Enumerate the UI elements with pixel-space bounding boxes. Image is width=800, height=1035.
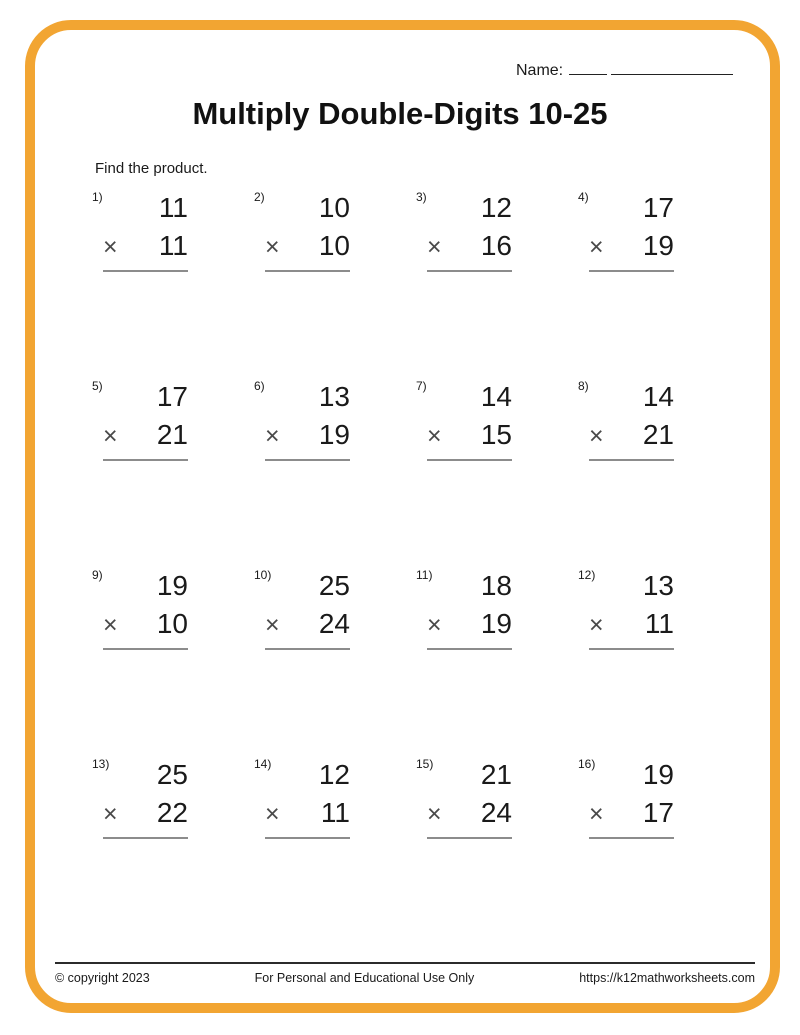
problem-16 xyxy=(578,756,740,945)
bottom-operand: 19 xyxy=(480,608,512,639)
top-operand: 12 xyxy=(318,759,350,790)
problem-body xyxy=(427,381,512,461)
top-operand: 21 xyxy=(480,759,512,790)
answer-line xyxy=(427,459,512,461)
multiply-sign-icon: × xyxy=(103,233,118,261)
top-operand: 14 xyxy=(642,381,674,412)
problem-number: 6) xyxy=(254,379,265,393)
instruction-text: Find the product. xyxy=(95,160,208,177)
footer-divider xyxy=(55,962,755,964)
top-operand: 25 xyxy=(156,759,188,790)
problem-number: 14) xyxy=(254,757,272,771)
answer-line xyxy=(589,648,674,650)
footer xyxy=(55,971,755,985)
answer-line xyxy=(427,648,512,650)
problem-9 xyxy=(92,567,254,756)
multiply-sign-icon: × xyxy=(103,800,118,828)
problem-3 xyxy=(416,189,578,378)
multiply-sign-icon: × xyxy=(265,611,280,639)
problem-body xyxy=(427,192,512,272)
multiply-sign-icon: × xyxy=(265,233,280,261)
problem-12 xyxy=(578,567,740,756)
top-operand: 10 xyxy=(318,192,350,223)
problem-11 xyxy=(416,567,578,756)
problem-15 xyxy=(416,756,578,945)
top-operand: 14 xyxy=(480,381,512,412)
bottom-operand: 19 xyxy=(318,419,350,450)
problem-body xyxy=(103,570,188,650)
multiply-sign-icon: × xyxy=(589,800,604,828)
problem-number: 7) xyxy=(416,379,427,393)
problem-body xyxy=(589,192,674,272)
answer-line xyxy=(265,459,350,461)
answer-line xyxy=(103,837,188,839)
problem-number: 10) xyxy=(254,568,272,582)
bottom-operand: 16 xyxy=(480,230,512,261)
top-operand: 18 xyxy=(480,570,512,601)
answer-line xyxy=(265,648,350,650)
problem-14 xyxy=(254,756,416,945)
bottom-operand: 10 xyxy=(156,608,188,639)
problem-7 xyxy=(416,378,578,567)
name-row xyxy=(516,60,733,80)
bottom-operand: 11 xyxy=(320,797,350,828)
name-label: Name: xyxy=(516,62,564,79)
answer-line xyxy=(589,459,674,461)
problem-body xyxy=(103,381,188,461)
problem-number: 8) xyxy=(578,379,589,393)
footer-url: https://k12mathworksheets.com xyxy=(579,971,755,985)
problem-10 xyxy=(254,567,416,756)
top-operand: 19 xyxy=(156,570,188,601)
problem-13 xyxy=(92,756,254,945)
problems-grid xyxy=(92,189,740,945)
answer-line xyxy=(589,270,674,272)
problem-body xyxy=(589,381,674,461)
problem-number: 3) xyxy=(416,190,427,204)
problem-number: 9) xyxy=(92,568,103,582)
top-operand: 12 xyxy=(480,192,512,223)
problem-body xyxy=(589,759,674,839)
problem-number: 16) xyxy=(578,757,596,771)
answer-line xyxy=(265,270,350,272)
answer-line xyxy=(103,459,188,461)
bottom-operand: 15 xyxy=(480,419,512,450)
multiply-sign-icon: × xyxy=(589,611,604,639)
multiply-sign-icon: × xyxy=(427,233,442,261)
name-blank-line xyxy=(611,60,733,75)
multiply-sign-icon: × xyxy=(427,611,442,639)
problem-number: 11) xyxy=(416,568,433,582)
answer-line xyxy=(427,837,512,839)
multiply-sign-icon: × xyxy=(265,800,280,828)
problem-number: 2) xyxy=(254,190,265,204)
bottom-operand: 22 xyxy=(156,797,188,828)
problem-5 xyxy=(92,378,254,567)
footer-copyright: © copyright 2023 xyxy=(55,971,150,985)
problem-number: 13) xyxy=(92,757,110,771)
name-blank-line xyxy=(569,60,607,75)
bottom-operand: 17 xyxy=(642,797,674,828)
problem-body xyxy=(265,381,350,461)
bottom-operand: 21 xyxy=(156,419,188,450)
problem-body xyxy=(103,759,188,839)
answer-line xyxy=(103,648,188,650)
problem-6 xyxy=(254,378,416,567)
problem-body xyxy=(427,570,512,650)
answer-line xyxy=(589,837,674,839)
multiply-sign-icon: × xyxy=(589,422,604,450)
top-operand: 13 xyxy=(642,570,674,601)
top-operand: 11 xyxy=(158,192,188,223)
top-operand: 13 xyxy=(318,381,350,412)
problem-number: 12) xyxy=(578,568,596,582)
top-operand: 19 xyxy=(642,759,674,790)
multiply-sign-icon: × xyxy=(103,611,118,639)
problem-body xyxy=(589,570,674,650)
bottom-operand: 24 xyxy=(318,608,350,639)
bottom-operand: 11 xyxy=(158,230,188,261)
bottom-operand: 19 xyxy=(642,230,674,261)
bottom-operand: 11 xyxy=(644,608,674,639)
problem-number: 5) xyxy=(92,379,103,393)
bottom-operand: 10 xyxy=(318,230,350,261)
worksheet-title: Multiply Double-Digits 10-25 xyxy=(192,96,608,131)
problem-number: 15) xyxy=(416,757,434,771)
top-operand: 25 xyxy=(318,570,350,601)
bottom-operand: 21 xyxy=(642,419,674,450)
footer-usage: For Personal and Educational Use Only xyxy=(254,971,475,985)
top-operand: 17 xyxy=(156,381,188,412)
answer-line xyxy=(103,270,188,272)
bottom-operand: 24 xyxy=(480,797,512,828)
answer-line xyxy=(265,837,350,839)
problem-4 xyxy=(578,189,740,378)
multiply-sign-icon: × xyxy=(427,800,442,828)
multiply-sign-icon: × xyxy=(427,422,442,450)
problem-body xyxy=(265,570,350,650)
problem-body xyxy=(427,759,512,839)
problem-body xyxy=(265,192,350,272)
multiply-sign-icon: × xyxy=(103,422,118,450)
top-operand: 17 xyxy=(642,192,674,223)
problem-1 xyxy=(92,189,254,378)
problem-number: 1) xyxy=(92,190,103,204)
multiply-sign-icon: × xyxy=(589,233,604,261)
multiply-sign-icon: × xyxy=(265,422,280,450)
problem-body xyxy=(103,192,188,272)
answer-line xyxy=(427,270,512,272)
problem-2 xyxy=(254,189,416,378)
problem-8 xyxy=(578,378,740,567)
problem-body xyxy=(265,759,350,839)
problem-number: 4) xyxy=(578,190,589,204)
